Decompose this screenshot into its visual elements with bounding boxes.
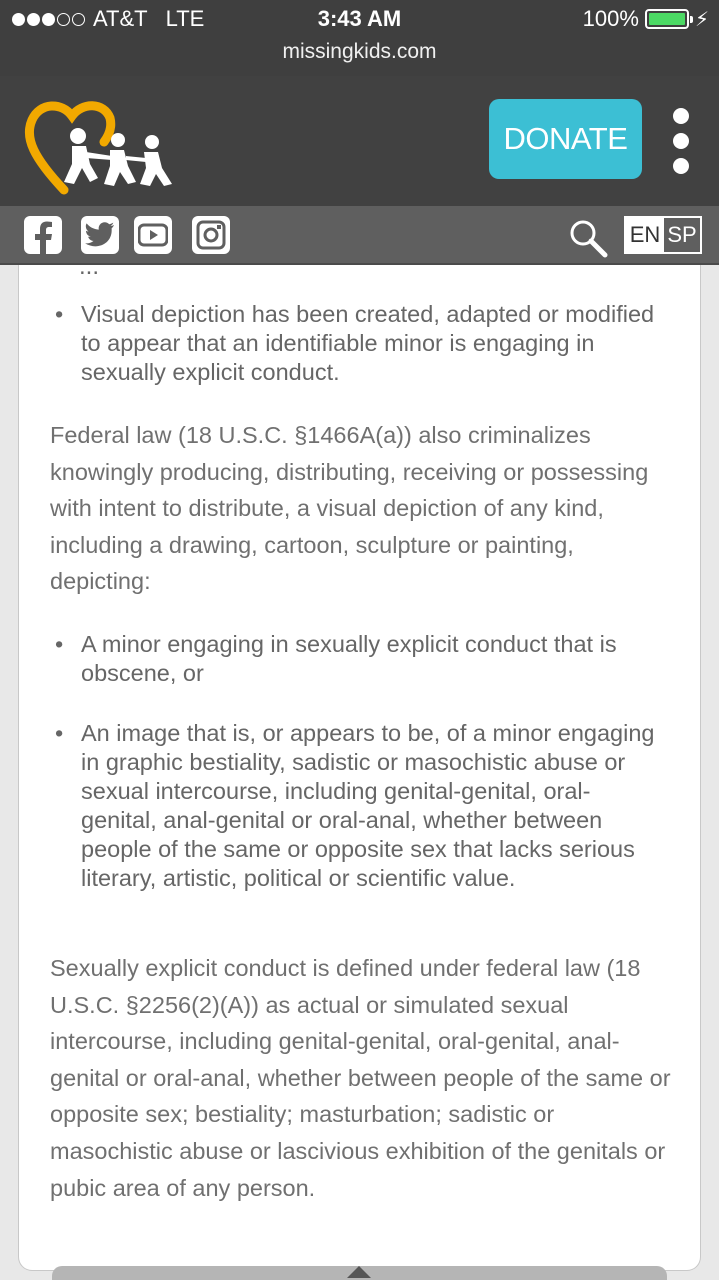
arrow-up-icon[interactable] [347, 1266, 371, 1278]
list-item [55, 630, 665, 688]
lang-sp-button[interactable]: SP [667, 222, 697, 247]
status-bar [0, 0, 719, 76]
paragraph: Sexually explicit conduct is defined under federal law (18 U.S.C. §2256(2)(A)) as actual or simulated sexual intercourse, including genital-genital, oral-genital, anal-genital or oral-anal, whether between people of the same or opposite sex; bestiality; masturbation; sadistic or masochistic abuse or lascivious exhibition of the genitals or pubic area of any person. [50, 955, 671, 1201]
list-item [55, 300, 665, 387]
network-type: LTE [165, 6, 205, 31]
battery-icon [645, 9, 689, 29]
clock: 3:43 AM [317, 6, 402, 31]
bullet-mark: • [55, 720, 64, 746]
paragraph: Federal law (18 U.S.C. §1466A(a)) also criminalizes knowingly producing, distributing, receiving or possessing with intent to distribute, a visual depiction of any kind, including a drawing, cartoon, sculpture or painting, depicting: [50, 422, 649, 595]
social-bar [0, 206, 719, 265]
list-item-text: Visual depiction has been created, adapted or modified to appear that an identifiable minor is engaging in sexually explicit conduct. [81, 301, 655, 385]
language-switcher [624, 216, 702, 254]
list-item [55, 719, 665, 893]
instagram-icon[interactable] [192, 216, 230, 254]
carrier-name: AT&T [93, 6, 148, 31]
list-item-text: An image that is, or appears to be, of a minor engaging in graphic bestiality, sadistic or masochistic abuse or sexual intercourse, including genital-genital, oral-genital, anal-genital or oral-anal, whether between people of the same or opposite sex that lacks serious literary, artistic, political or scientific value. [81, 720, 655, 891]
donate-button[interactable]: DONATE [489, 99, 642, 179]
site-header [0, 76, 719, 206]
search-icon[interactable] [568, 218, 608, 258]
lang-en-button[interactable]: EN [626, 218, 664, 252]
address-bar-url[interactable]: missingkids.com [282, 40, 437, 63]
more-menu-icon[interactable] [669, 108, 693, 174]
charging-icon: ⚡ [694, 8, 709, 31]
youtube-icon[interactable] [134, 216, 172, 254]
twitter-icon[interactable] [81, 216, 119, 254]
battery-percent: 100% [582, 6, 639, 31]
list-item-text: A minor engaging in sexually explicit conduct that is obscene, or [81, 631, 617, 686]
battery-status [583, 6, 709, 32]
ncmec-logo[interactable] [24, 98, 176, 198]
bullet-mark: • [55, 631, 64, 657]
bullet-mark: • [55, 301, 64, 327]
content-card [18, 265, 701, 1271]
clipped-text-line: ... [79, 265, 100, 280]
facebook-icon[interactable] [24, 216, 62, 254]
